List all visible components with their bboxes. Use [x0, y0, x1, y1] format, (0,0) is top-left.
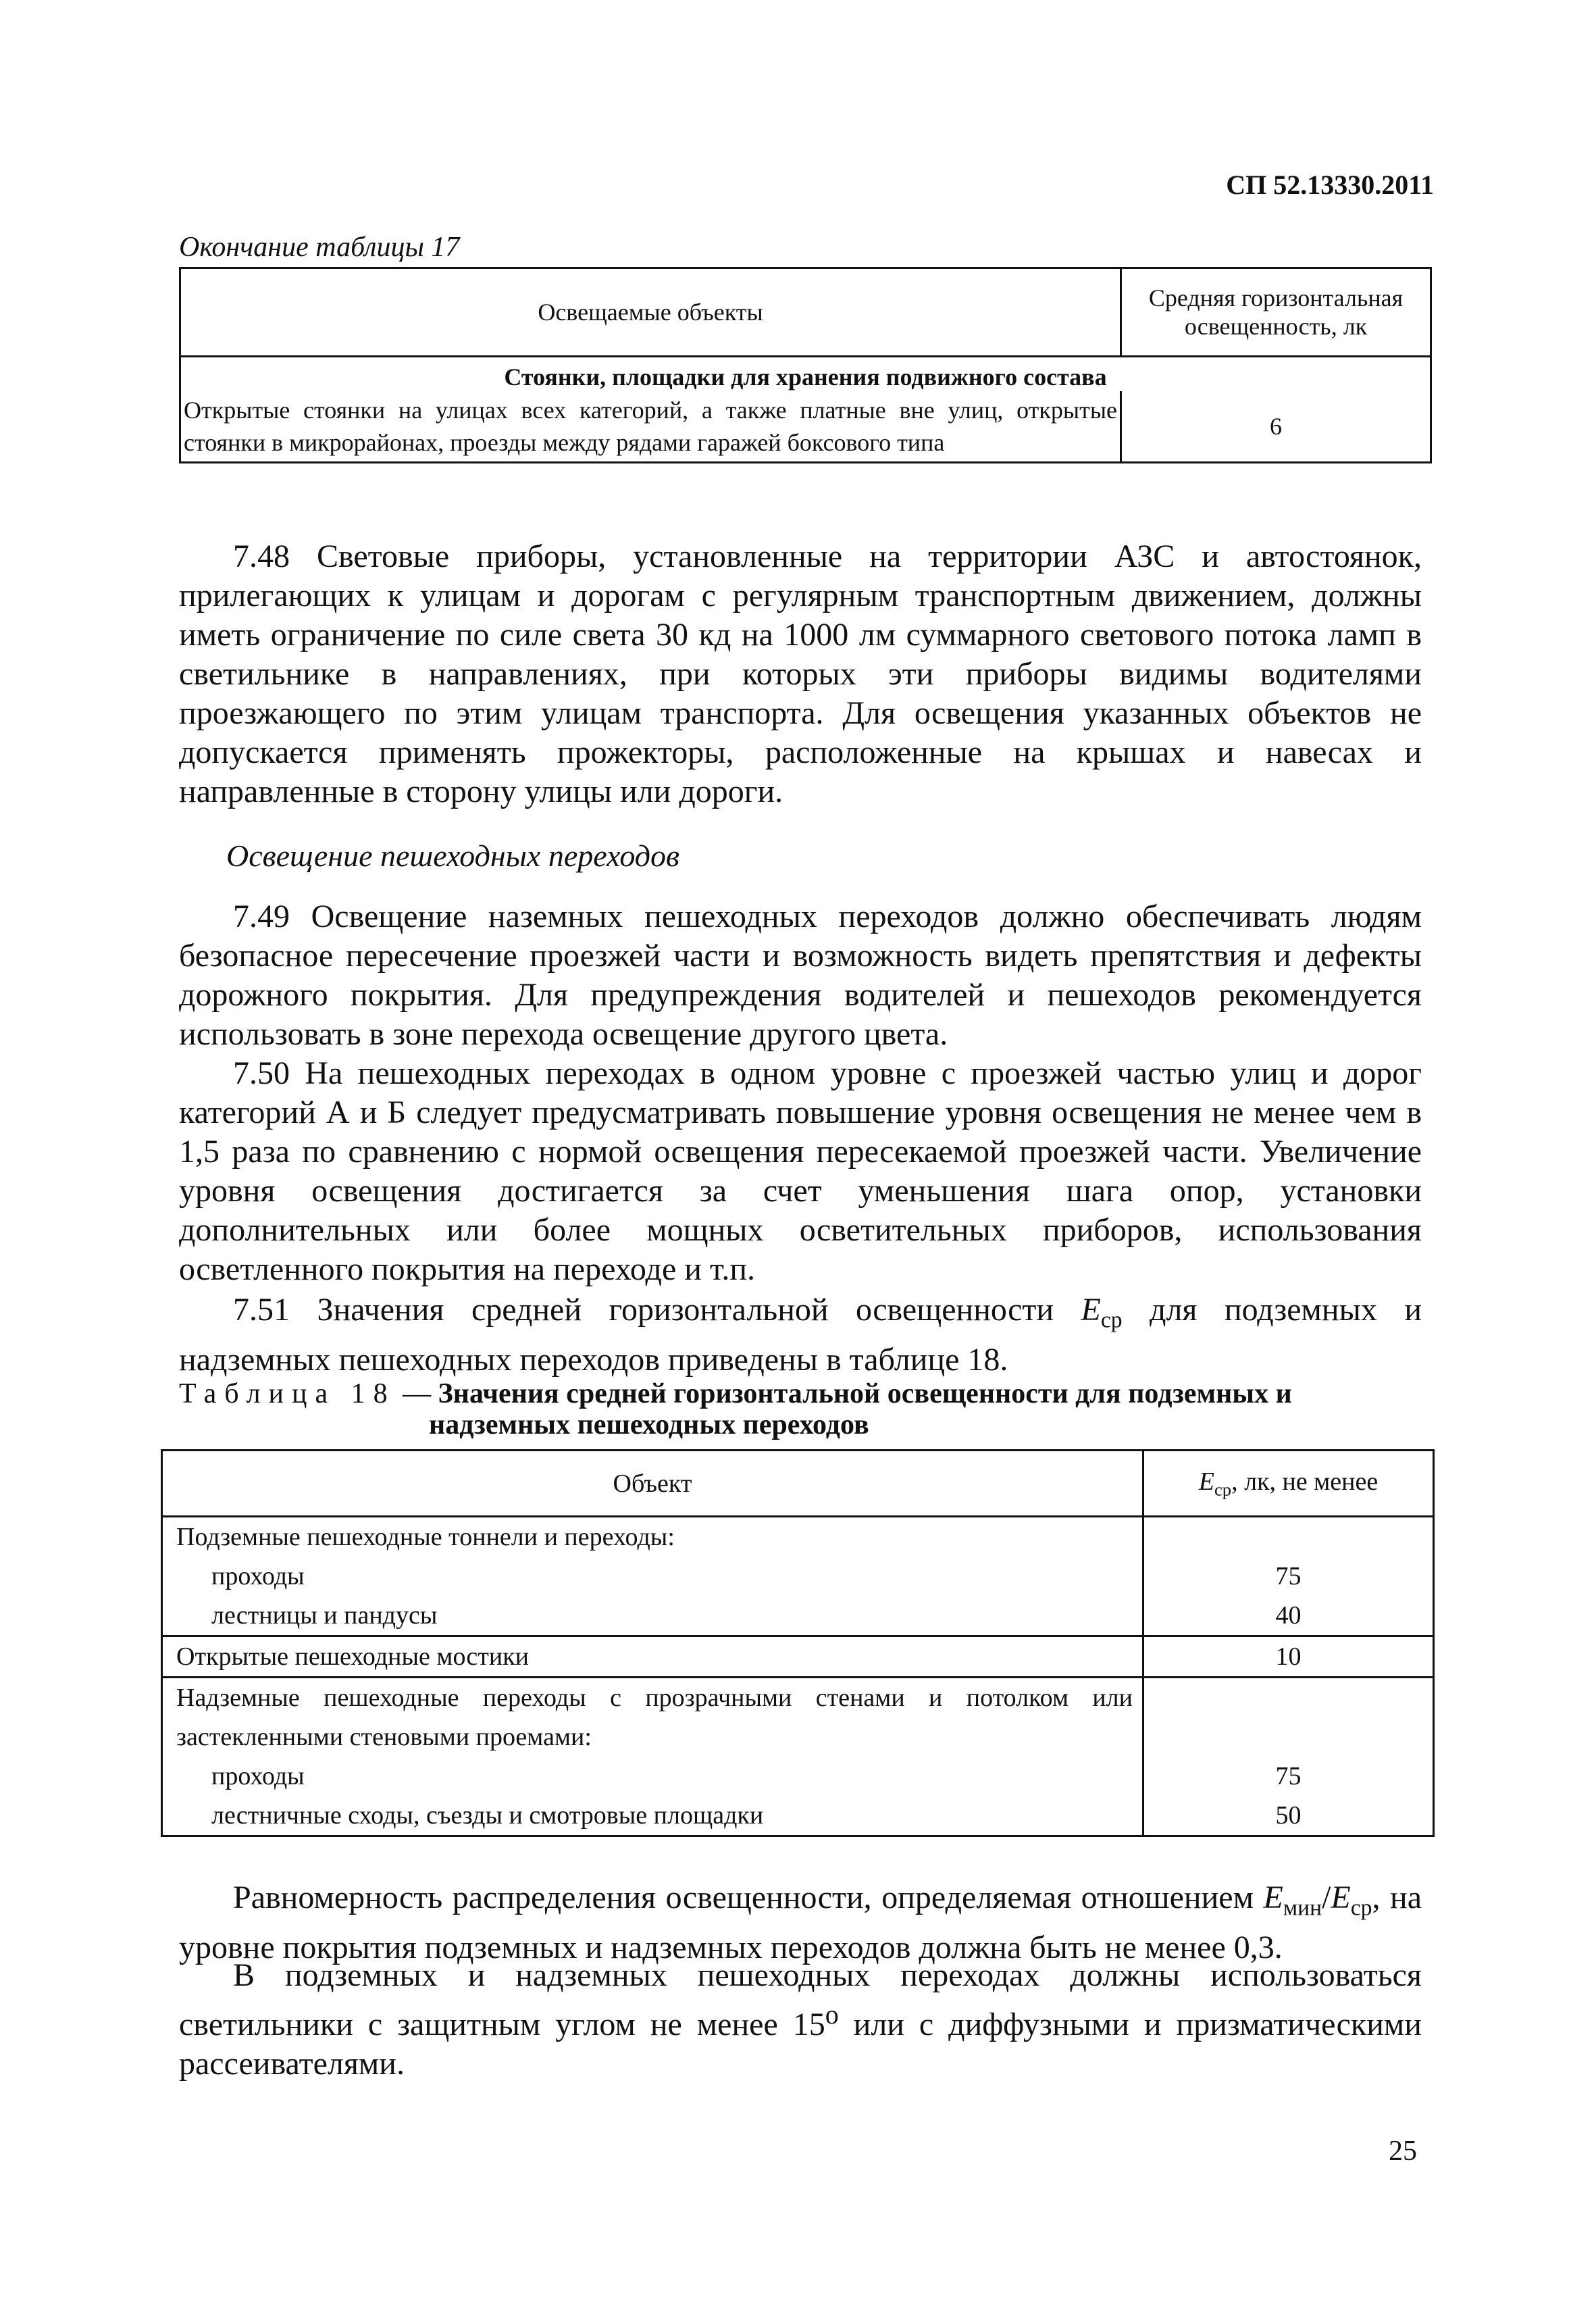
table-continuation-caption: Окончание таблицы 17	[179, 232, 460, 263]
table-cell-value: 75	[1143, 1557, 1434, 1596]
table-cell-object: проходы	[162, 1557, 1143, 1596]
table-cell-object: лестничные сходы, съезды и смотровые площадки	[162, 1796, 1143, 1836]
symbol-e: E	[1198, 1467, 1214, 1496]
table-cell-value: 6	[1121, 391, 1431, 463]
column-header-line: Средняя горизонтальная	[1148, 284, 1404, 311]
symbol-e: E	[1263, 1880, 1283, 1915]
caption-dash: —	[395, 1378, 438, 1409]
paragraph-text: , на уровне покрытия подземных и надземных переходов должна быть не менее 0,3.	[179, 1880, 1422, 1965]
document-number: СП 52.13330.2011	[1226, 170, 1434, 200]
paragraph-7-49	[179, 897, 1422, 1054]
table-section-row	[180, 357, 1431, 392]
paragraph-text: В подземных и надземных пешеходных переходах должны использоваться светильники с защитным углом не менее 15	[179, 1957, 1422, 2042]
section-heading: Освещение пешеходных переходов	[226, 838, 679, 873]
symbol-slash: /	[1322, 1880, 1331, 1915]
paragraph-7-48	[179, 537, 1422, 811]
column-header-illuminance	[1121, 268, 1431, 357]
symbol-subscript: ср	[1100, 1307, 1123, 1333]
column-header-object: Объект	[162, 1451, 1143, 1517]
table-row	[162, 1678, 1434, 1757]
table-18-caption	[179, 1378, 1292, 1440]
paragraph-text: 7.49 Освещение наземных пешеходных переходов должно обеспечивать людям безопасное пересечение проезжей части и возможность видеть препятствия и дефекты дорожного покрытия. Для предупреждения водителей и пешеходов рекомендуется использовать в зоне перехода освещение другого цвета.	[179, 899, 1422, 1052]
paragraph-text: для подземных и надземных пешеходных переходов приведены в таблице 18.	[179, 1292, 1422, 1378]
paragraph-7-51	[179, 1290, 1422, 1380]
table-cell-value	[1143, 1678, 1434, 1757]
table-17	[179, 267, 1432, 463]
table-row	[162, 1517, 1434, 1557]
paragraph-text: 7.51 Значения средней горизонтальной освещенности	[233, 1292, 1081, 1328]
table-cell-object: Открытые стоянки на улицах всех категорий, а также платные вне улиц, открытые стоянки в микрорайонах, проезды между рядами гаражей боксового типа	[180, 391, 1121, 463]
table-cell-value: 75	[1143, 1757, 1434, 1796]
caption-title: Значения средней горизонтальной освещенности для подземных и	[438, 1378, 1292, 1409]
caption-title: надземных пешеходных переходов	[429, 1409, 869, 1440]
symbol-e: E	[1081, 1292, 1101, 1328]
paragraph-text: 7.50 На пешеходных переходах в одном уровне с проезжей частью улиц и дорог категорий А и Б следует предусматривать повышение уровня освещения не менее чем в 1,5 раза по сравнению с нормой освещения пересекаемой проезжей части. Увеличение уровня освещения достигается за счет уменьшения шага опор, установки дополнительных или более мощных осветительных приборов, использования осветленного покрытия на переходе и т.п.	[179, 1055, 1422, 1287]
table-section-title: Стоянки, площадки для хранения подвижного состава	[180, 357, 1431, 392]
paragraph-text: или с диффузными и призматическими рассеивателями.	[179, 2007, 1422, 2082]
table-group-title: Подземные пешеходные тоннели и переходы:	[162, 1517, 1143, 1557]
table-cell-value: 40	[1143, 1596, 1434, 1636]
table-18	[161, 1449, 1435, 1837]
table-cell-value	[1143, 1517, 1434, 1557]
paragraph-luminaires	[179, 1956, 1422, 2084]
column-header-objects: Освещаемые объекты	[180, 268, 1121, 357]
table-row	[162, 1596, 1434, 1636]
table-cell-object: лестницы и пандусы	[162, 1596, 1143, 1636]
table-header-row	[180, 268, 1431, 357]
table-group-title: Открытые пешеходные мостики	[162, 1636, 1143, 1678]
table-cell-value: 10	[1143, 1636, 1434, 1678]
symbol-subscript: ср	[1214, 1479, 1232, 1500]
table-cell-object: проходы	[162, 1757, 1143, 1796]
degree-sign: o	[825, 1999, 839, 2030]
table-header-row	[162, 1451, 1434, 1517]
symbol-subscript: мин	[1283, 1895, 1322, 1921]
table-cell-value: 50	[1143, 1796, 1434, 1836]
symbol-subscript: ср	[1350, 1895, 1372, 1921]
paragraph-7-50	[179, 1054, 1422, 1289]
table-row	[162, 1557, 1434, 1596]
column-header-value	[1143, 1451, 1434, 1517]
table-row	[162, 1636, 1434, 1678]
table-row	[162, 1796, 1434, 1836]
paragraph-text: Равномерность распределения освещенности, определяемая отношением	[233, 1880, 1264, 1915]
table-row	[180, 391, 1431, 463]
column-header-text: , лк, не менее	[1231, 1467, 1379, 1496]
table-group-title: Надземные пешеходные переходы с прозрачными стенами и потолком или застекленными стеновыми проемами:	[162, 1678, 1143, 1757]
caption-label: Таблица 18	[179, 1378, 396, 1409]
symbol-e: E	[1331, 1880, 1351, 1915]
table-row	[162, 1757, 1434, 1796]
paragraph-uniformity	[179, 1878, 1422, 1967]
paragraph-text: 7.48 Световые приборы, установленные на территории АЗС и автостоянок, прилегающих к улицам и дорогам с регулярным транспортным движением, должны иметь ограничение по силе света 30 кд на 1000 лм суммарного светового потока ламп в светильнике в направлениях, при которых эти приборы видимы водителями проезжающего по этим улицам транспорта. Для освещения указанных объектов не допускается применять прожекторы, расположенные на крышах и навесах и направленные в сторону улицы или дороги.	[179, 538, 1422, 809]
column-header-line: освещенность, лк	[1184, 313, 1368, 340]
page-number: 25	[1389, 2136, 1417, 2167]
